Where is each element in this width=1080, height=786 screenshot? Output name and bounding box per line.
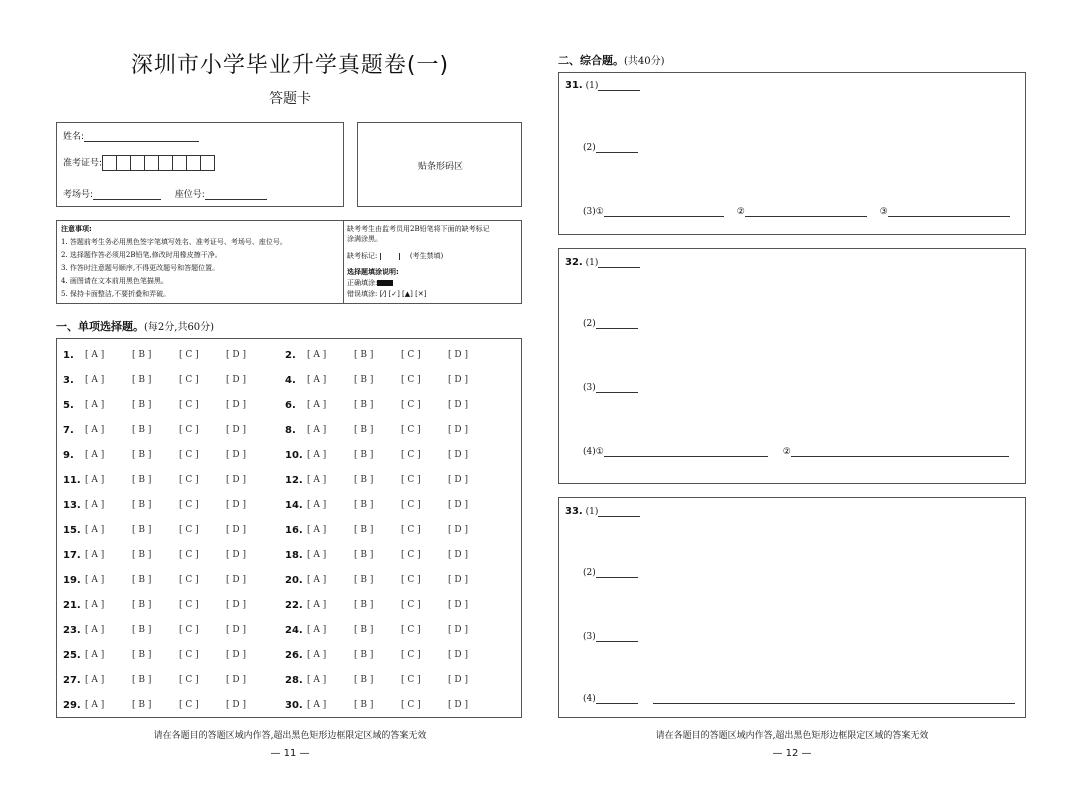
mcq-answer-box — [56, 338, 522, 718]
absent-instruction-2: 涂满涂黑。 — [347, 235, 382, 243]
q33-part3[interactable]: (3) — [583, 632, 638, 642]
question-number: 28. — [285, 674, 303, 686]
option-b-bubble[interactable]: [ B ] — [354, 650, 374, 660]
option-c-bubble[interactable]: [ C ] — [401, 575, 421, 585]
option-d-bubble[interactable]: [ D ] — [226, 450, 246, 460]
option-a-bubble[interactable]: [ A ] — [307, 600, 327, 610]
note-item: 2. 选择题作答必须用2B铅笔,修改时用橡皮擦干净。 — [61, 251, 222, 259]
question-number: 27. — [63, 674, 81, 686]
question-number: 29. — [63, 699, 81, 711]
option-a-bubble[interactable]: [ A ] — [307, 625, 327, 635]
q31-part1[interactable]: 31. (1) — [565, 80, 640, 91]
q32-part4[interactable]: (4)① ② — [583, 447, 1009, 457]
question-number: 24. — [285, 624, 303, 636]
barcode-label: 贴条形码区 — [417, 162, 463, 172]
option-b-bubble[interactable]: [ B ] — [354, 375, 374, 385]
mcq-question-row — [285, 347, 495, 363]
mcq-question-row — [285, 597, 495, 613]
mcq-question-row — [63, 647, 273, 663]
option-b-bubble[interactable]: [ B ] — [354, 675, 374, 685]
q31-part3[interactable]: (3)① ② ③ — [583, 207, 1010, 217]
mcq-question-row — [285, 572, 495, 588]
option-b-bubble[interactable]: [ B ] — [132, 625, 152, 635]
note-item: 1. 答题前考生务必用黑色签字笔填写姓名、准考证号、考场号、座位号。 — [61, 238, 287, 246]
option-c-bubble[interactable]: [ C ] — [179, 350, 199, 360]
option-c-bubble[interactable]: [ C ] — [179, 500, 199, 510]
name-field[interactable] — [63, 129, 199, 142]
option-a-bubble[interactable]: [ A ] — [85, 550, 105, 560]
mcq-question-row — [63, 447, 273, 463]
option-d-bubble[interactable]: [ D ] — [448, 500, 468, 510]
option-d-bubble[interactable]: [ D ] — [448, 475, 468, 485]
option-b-bubble[interactable]: [ B ] — [132, 475, 152, 485]
option-a-bubble[interactable]: [ A ] — [307, 525, 327, 535]
mcq-question-row — [285, 672, 495, 688]
option-a-bubble[interactable]: [ A ] — [85, 525, 105, 535]
mcq-question-row — [63, 397, 273, 413]
option-c-bubble[interactable]: [ C ] — [401, 525, 421, 535]
mcq-question-row — [285, 422, 495, 438]
question-number: 19. — [63, 574, 81, 586]
option-b-bubble[interactable]: [ B ] — [132, 450, 152, 460]
option-b-bubble[interactable]: [ B ] — [354, 525, 374, 535]
option-c-bubble[interactable]: [ C ] — [401, 450, 421, 460]
absent-instruction: 缺考考生由监考员用2B铅笔将下面的缺考标记 — [347, 225, 490, 233]
wrong-fill-row — [347, 288, 426, 302]
q32-part2[interactable]: (2) — [583, 319, 638, 329]
option-a-bubble[interactable]: [ A ] — [85, 375, 105, 385]
option-d-bubble[interactable]: [ D ] — [226, 650, 246, 660]
question-number: 1. — [63, 349, 74, 361]
option-b-bubble[interactable]: [ B ] — [132, 550, 152, 560]
option-c-bubble[interactable]: [ C ] — [179, 550, 199, 560]
option-c-bubble[interactable]: [ C ] — [179, 525, 199, 535]
mcq-question-row — [285, 472, 495, 488]
question-number: 21. — [63, 599, 81, 611]
mcq-question-row — [285, 497, 495, 513]
option-d-bubble[interactable]: [ D ] — [448, 350, 468, 360]
option-a-bubble[interactable]: [ A ] — [307, 450, 327, 460]
option-c-bubble[interactable]: [ C ] — [401, 625, 421, 635]
option-d-bubble[interactable]: [ D ] — [226, 350, 246, 360]
option-d-bubble[interactable]: [ D ] — [226, 400, 246, 410]
option-a-bubble[interactable]: [ A ] — [307, 425, 327, 435]
section1-title — [56, 318, 214, 334]
wrong-mark-slash-icon: [⁄] — [379, 290, 387, 298]
option-d-bubble[interactable]: [ D ] — [448, 625, 468, 635]
option-a-bubble[interactable]: [ A ] — [85, 675, 105, 685]
question-number: 23. — [63, 624, 81, 636]
filled-mark-icon — [377, 280, 393, 286]
option-b-bubble[interactable]: [ B ] — [354, 350, 374, 360]
mcq-question-row — [285, 647, 495, 663]
exam-id-field[interactable] — [63, 155, 214, 171]
mcq-question-row — [63, 497, 273, 513]
option-b-bubble[interactable]: [ B ] — [132, 650, 152, 660]
q33-part1[interactable]: 33. (1) — [565, 506, 640, 517]
option-b-bubble[interactable]: [ B ] — [354, 600, 374, 610]
wrong-mark-check-icon: [✓] — [388, 290, 400, 298]
option-b-bubble[interactable]: [ B ] — [354, 450, 374, 460]
mcq-question-row — [285, 697, 495, 713]
section2-title — [558, 52, 665, 68]
option-b-bubble[interactable]: [ B ] — [354, 475, 374, 485]
option-c-bubble[interactable]: [ C ] — [401, 550, 421, 560]
section2-heading: 二、综合题。 — [558, 54, 624, 67]
q32-part3[interactable]: (3) — [583, 383, 638, 393]
mcq-question-row — [63, 372, 273, 388]
option-d-bubble[interactable]: [ D ] — [226, 600, 246, 610]
seat-label: 座位号: — [174, 190, 205, 200]
option-b-bubble[interactable]: [ B ] — [132, 400, 152, 410]
option-c-bubble[interactable]: [ C ] — [179, 650, 199, 660]
question-number: 11. — [63, 474, 81, 486]
option-c-bubble[interactable]: [ C ] — [401, 400, 421, 410]
mcq-question-row — [63, 422, 273, 438]
question-number: 6. — [285, 399, 296, 411]
option-a-bubble[interactable]: [ A ] — [307, 375, 327, 385]
option-b-bubble[interactable]: [ B ] — [132, 675, 152, 685]
note-item: 4. 画图请在文本前用黑色笔描黑。 — [61, 277, 168, 285]
option-d-bubble[interactable]: [ D ] — [448, 425, 468, 435]
section1-points: (每2分,共60分) — [144, 322, 215, 333]
option-d-bubble[interactable]: [ D ] — [226, 425, 246, 435]
question-32-box — [558, 248, 1026, 484]
option-c-bubble[interactable]: [ C ] — [179, 700, 199, 710]
question-number: 15. — [63, 524, 81, 536]
option-d-bubble[interactable]: [ D ] — [448, 450, 468, 460]
mcq-question-row — [63, 347, 273, 363]
option-b-bubble[interactable]: [ B ] — [354, 625, 374, 635]
question-number: 12. — [285, 474, 303, 486]
option-a-bubble[interactable]: [ A ] — [85, 350, 105, 360]
question-number: 26. — [285, 649, 303, 661]
question-number: 30. — [285, 699, 303, 711]
room-label: 考场号: — [63, 190, 94, 200]
mcq-question-row — [285, 622, 495, 638]
footer-notice-left: 请在各题目的答题区域内作答,超出黑色矩形边框限定区域的答案无效 — [153, 731, 427, 741]
option-b-bubble[interactable]: [ B ] — [132, 700, 152, 710]
page-number-right: — 12 — — [772, 748, 812, 759]
option-d-bubble[interactable]: [ D ] — [448, 600, 468, 610]
section1-heading: 一、单项选择题。 — [56, 320, 144, 333]
option-b-bubble[interactable]: [ B ] — [132, 425, 152, 435]
option-c-bubble[interactable]: [ C ] — [401, 675, 421, 685]
option-a-bubble[interactable]: [ A ] — [307, 550, 327, 560]
footer-notice-right: 请在各题目的答题区域内作答,超出黑色矩形边框限定区域的答案无效 — [655, 731, 929, 741]
mcq-question-row — [285, 522, 495, 538]
correct-label: 正确填涂: — [347, 279, 378, 287]
option-c-bubble[interactable]: [ C ] — [179, 625, 199, 635]
absent-mark-label: 缺考标记: — [347, 252, 378, 260]
option-c-bubble[interactable]: [ C ] — [179, 400, 199, 410]
question-number: 2. — [285, 349, 296, 361]
option-a-bubble[interactable]: [ A ] — [307, 400, 327, 410]
mcq-question-row — [63, 522, 273, 538]
option-a-bubble[interactable]: [ A ] — [85, 700, 105, 710]
option-d-bubble[interactable]: [ D ] — [226, 625, 246, 635]
notes-box — [56, 220, 522, 304]
wrong-label: 错误填涂: — [347, 290, 378, 298]
option-b-bubble[interactable]: [ B ] — [132, 575, 152, 585]
option-c-bubble[interactable]: [ C ] — [179, 475, 199, 485]
option-a-bubble[interactable]: [ A ] — [307, 575, 327, 585]
option-a-bubble[interactable]: [ A ] — [85, 475, 105, 485]
option-c-bubble[interactable]: [ C ] — [179, 575, 199, 585]
option-d-bubble[interactable]: [ D ] — [226, 500, 246, 510]
q32-part1[interactable]: 32. (1) — [565, 257, 640, 268]
option-a-bubble[interactable]: [ A ] — [307, 500, 327, 510]
mcq-question-row — [285, 547, 495, 563]
option-d-bubble[interactable]: [ D ] — [448, 400, 468, 410]
option-b-bubble[interactable]: [ B ] — [132, 375, 152, 385]
question-number: 10. — [285, 449, 303, 461]
option-d-bubble[interactable]: [ D ] — [448, 675, 468, 685]
mcq-question-row — [63, 697, 273, 713]
question-number: 9. — [63, 449, 74, 461]
option-b-bubble[interactable]: [ B ] — [354, 400, 374, 410]
mcq-question-row — [63, 622, 273, 638]
option-b-bubble[interactable]: [ B ] — [132, 525, 152, 535]
absent-mark-note: (考生禁填) — [409, 252, 444, 260]
option-d-bubble[interactable]: [ D ] — [226, 375, 246, 385]
option-c-bubble[interactable]: [ C ] — [179, 600, 199, 610]
absent-mark-box[interactable] — [380, 253, 400, 260]
room-seat-field[interactable] — [63, 187, 267, 200]
option-b-bubble[interactable]: [ B ] — [132, 500, 152, 510]
notes-heading: 注意事项: — [61, 225, 92, 233]
mcq-question-row — [63, 547, 273, 563]
q31-part2[interactable]: (2) — [583, 143, 638, 153]
option-d-bubble[interactable]: [ D ] — [448, 650, 468, 660]
mcq-question-row — [285, 447, 495, 463]
mcq-question-row — [63, 597, 273, 613]
option-c-bubble[interactable]: [ C ] — [179, 425, 199, 435]
option-a-bubble[interactable]: [ A ] — [307, 650, 327, 660]
question-number: 18. — [285, 549, 303, 561]
option-b-bubble[interactable]: [ B ] — [132, 600, 152, 610]
mcq-question-row — [63, 672, 273, 688]
option-c-bubble[interactable]: [ C ] — [401, 500, 421, 510]
option-d-bubble[interactable]: [ D ] — [448, 525, 468, 535]
option-b-bubble[interactable]: [ B ] — [354, 700, 374, 710]
option-d-bubble[interactable]: [ D ] — [226, 700, 246, 710]
option-a-bubble[interactable]: [ A ] — [307, 350, 327, 360]
question-number: 14. — [285, 499, 303, 511]
option-c-bubble[interactable]: [ C ] — [179, 675, 199, 685]
barcode-area — [357, 122, 522, 207]
page-title: 深圳市小学毕业升学真题卷(一) — [130, 53, 450, 78]
option-d-bubble[interactable]: [ D ] — [226, 475, 246, 485]
mcq-question-row — [63, 572, 273, 588]
option-c-bubble[interactable]: [ C ] — [401, 425, 421, 435]
option-d-bubble[interactable]: [ D ] — [448, 375, 468, 385]
note-item: 3. 作答时注意题号顺序,不得更改题号和答题位置。 — [61, 264, 220, 272]
option-b-bubble[interactable]: [ B ] — [354, 550, 374, 560]
option-a-bubble[interactable]: [ A ] — [85, 575, 105, 585]
option-d-bubble[interactable]: [ D ] — [448, 550, 468, 560]
option-a-bubble[interactable]: [ A ] — [85, 425, 105, 435]
question-31-box — [558, 72, 1026, 235]
option-c-bubble[interactable]: [ C ] — [401, 350, 421, 360]
question-33-box — [558, 497, 1026, 718]
question-number: 4. — [285, 374, 296, 386]
q33-part2[interactable]: (2) — [583, 568, 638, 578]
option-a-bubble[interactable]: [ A ] — [85, 500, 105, 510]
option-d-bubble[interactable]: [ D ] — [448, 700, 468, 710]
option-b-bubble[interactable]: [ B ] — [354, 575, 374, 585]
option-d-bubble[interactable]: [ D ] — [226, 675, 246, 685]
question-number: 3. — [63, 374, 74, 386]
wrong-mark-triangle-icon: [▲] — [402, 290, 413, 298]
question-number: 13. — [63, 499, 81, 511]
mcq-question-row — [285, 372, 495, 388]
option-a-bubble[interactable]: [ A ] — [85, 400, 105, 410]
absent-mark-row — [347, 250, 443, 264]
question-number: 7. — [63, 424, 74, 436]
option-a-bubble[interactable]: [ A ] — [85, 650, 105, 660]
option-c-bubble[interactable]: [ C ] — [401, 475, 421, 485]
student-info-box — [56, 122, 344, 207]
section2-points: (共40分) — [624, 56, 665, 67]
question-number: 25. — [63, 649, 81, 661]
exam-id-label: 准考证号: — [63, 158, 103, 169]
fill-guide: 选择题填涂说明: — [347, 268, 399, 276]
option-a-bubble[interactable]: [ A ] — [307, 475, 327, 485]
q33-part4[interactable]: (4) — [583, 694, 1015, 704]
page-number-left: — 11 — — [270, 748, 310, 759]
wrong-mark-cross-icon: [✕] — [415, 290, 427, 298]
note-item: 5. 保持卡面整洁,不要折叠和弄破。 — [61, 290, 171, 298]
option-d-bubble[interactable]: [ D ] — [226, 525, 246, 535]
option-a-bubble[interactable]: [ A ] — [85, 450, 105, 460]
question-number: 17. — [63, 549, 81, 561]
option-c-bubble[interactable]: [ C ] — [179, 450, 199, 460]
option-c-bubble[interactable]: [ C ] — [401, 600, 421, 610]
page-subtitle: 答题卡 — [269, 91, 311, 107]
question-number: 16. — [285, 524, 303, 536]
question-number: 22. — [285, 599, 303, 611]
option-c-bubble[interactable]: [ C ] — [401, 650, 421, 660]
question-number: 20. — [285, 574, 303, 586]
option-d-bubble[interactable]: [ D ] — [226, 575, 246, 585]
option-a-bubble[interactable]: [ A ] — [307, 700, 327, 710]
mcq-question-row — [63, 472, 273, 488]
option-a-bubble[interactable]: [ A ] — [85, 600, 105, 610]
option-b-bubble[interactable]: [ B ] — [132, 350, 152, 360]
option-c-bubble[interactable]: [ C ] — [401, 700, 421, 710]
question-number: 5. — [63, 399, 74, 411]
option-b-bubble[interactable]: [ B ] — [354, 425, 374, 435]
question-number: 8. — [285, 424, 296, 436]
option-d-bubble[interactable]: [ D ] — [448, 575, 468, 585]
mcq-question-row — [285, 397, 495, 413]
name-label: 姓名: — [63, 132, 85, 142]
option-c-bubble[interactable]: [ C ] — [179, 375, 199, 385]
option-a-bubble[interactable]: [ A ] — [85, 625, 105, 635]
option-b-bubble[interactable]: [ B ] — [354, 500, 374, 510]
option-c-bubble[interactable]: [ C ] — [401, 375, 421, 385]
option-d-bubble[interactable]: [ D ] — [226, 550, 246, 560]
option-a-bubble[interactable]: [ A ] — [307, 675, 327, 685]
